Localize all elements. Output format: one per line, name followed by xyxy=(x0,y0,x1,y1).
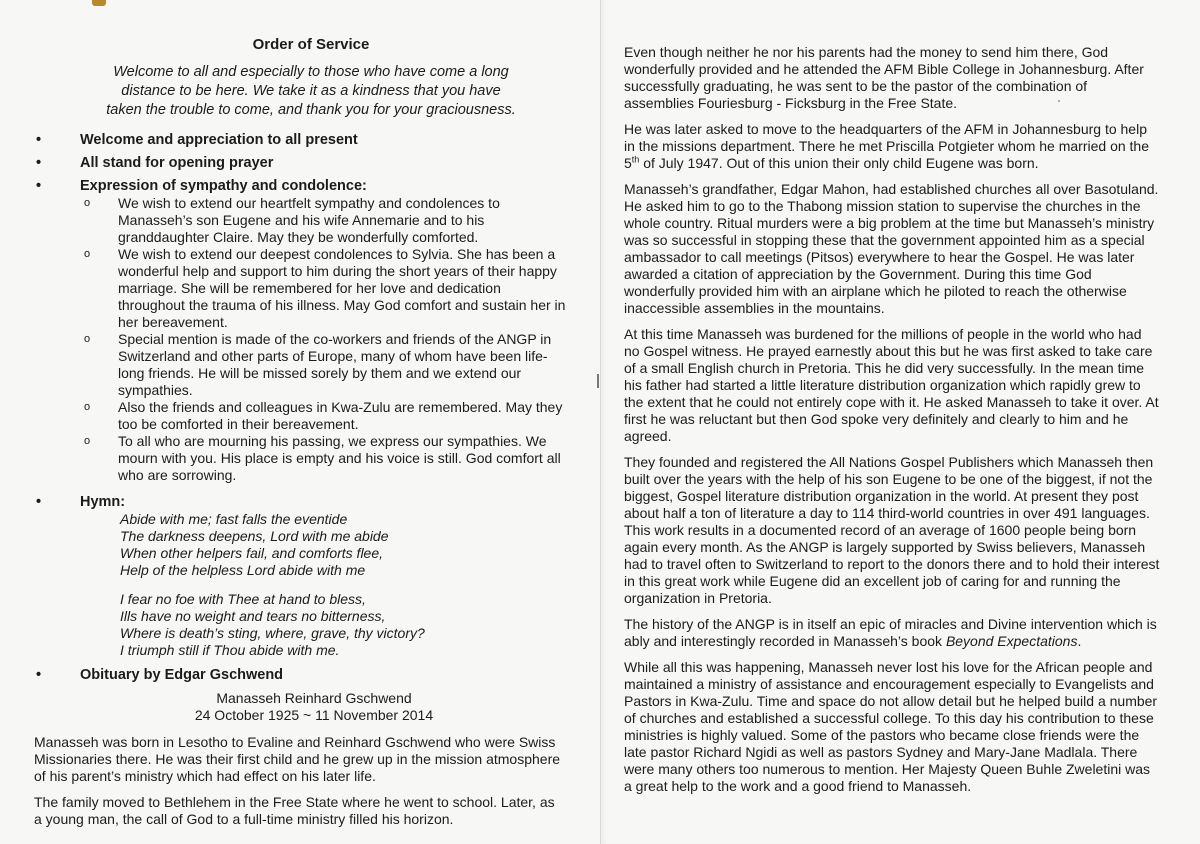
hymn-line: I triumph still if Thou abide with me. xyxy=(120,642,340,658)
obituary-paragraph xyxy=(624,121,1160,172)
condolence-text: We wish to extend our heartfelt sympathy and condolences to Manasseh’s son Eugene and his wife Annemarie and to his granddaughter Claire. May they be wonderfully comforted. xyxy=(118,195,500,245)
bullet-label: Obituary by Edgar Gschwend xyxy=(80,667,284,683)
welcome-line: taken the trouble to come, and thank you for your graciousness. xyxy=(106,102,516,118)
paragraph-text: . xyxy=(1077,633,1082,649)
condolence-item xyxy=(36,433,566,484)
condolence-item xyxy=(36,331,566,399)
circle-bullet-icon: o xyxy=(84,197,91,209)
welcome-line: Welcome to all and especially to those who have come a long xyxy=(113,64,509,80)
paragraph-text: The history of the ANGP is in itself an epic of miracles and Divine intervention which is ably and interestingly recorded in Manasseh’s book xyxy=(624,616,1157,649)
condolence-item xyxy=(36,195,566,246)
paragraph-text: of July 1947. Out of this union their only child Eugene was born. xyxy=(639,155,1039,171)
order-of-service xyxy=(36,36,566,837)
bullet-welcome xyxy=(36,132,566,149)
bullet-label: Hymn: xyxy=(80,494,126,510)
condolence-text: We wish to extend our deepest condolences to Sylvia. She has been a wonderful help and support to him during the short years of their happy marriage. She will be remembered for her love and dedication throughout the trauma of his illness. May God comfort and sustain her in her bereavement. xyxy=(118,246,566,330)
hymn-line: When other helpers fail, and comforts flee, xyxy=(120,545,384,561)
hymn-line: Ills have no weight and tears no bitterness, xyxy=(120,608,386,624)
condolence-text: Also the friends and colleagues in Kwa-Zulu are remembered. May they too be comforted in their bereavement. xyxy=(118,399,563,432)
circle-bullet-icon: o xyxy=(84,248,91,260)
bullet-dot-icon: • xyxy=(36,178,42,194)
ordinal-suffix: th xyxy=(631,154,640,165)
condolence-text: Special mention is made of the co-workers and friends of the ANGP in Switzerland and other parts of Europe, many of whom have been life-long friends. He will be missed sorely by them and we extend our sympathies. xyxy=(118,331,552,398)
bullet-dot-icon: • xyxy=(36,132,42,148)
book-title: Beyond Expectations xyxy=(945,633,1078,649)
bullet-label: All stand for opening prayer xyxy=(80,155,274,171)
obituary-paragraph: While all this was happening, Manasseh never lost his love for the African people and maintained a ministry of assistance and encouragement especially to Evangelists and Pastors in Kwa-Zulu. Time and space do not allow detail but he helped build a number of churches and established a successful college. To this day his contribution to these ministries is highly valued. Some of the pastors who became close friends were the late pastor Richard Ngidi as well as pastors Sydney and Mary-Jane Madlala. There were many others too numerous to mention. Her Majesty Queen Buhle Zweletini was a great help to the work and a good friend to Manasseh. xyxy=(624,659,1158,794)
fold-mark xyxy=(597,374,599,388)
hymn-verse-2 xyxy=(36,591,566,659)
bullet-dot-icon: • xyxy=(36,667,42,683)
hymn-line: Help of the helpless Lord abide with me xyxy=(120,562,366,578)
circle-bullet-icon: o xyxy=(84,333,91,345)
hymn-line: The darkness deepens, Lord with me abide xyxy=(120,528,389,544)
condolence-text: To all who are mourning his passing, we express our sympathies. We mourn with you. His place is empty and his voice is still. God comfort all who are sorrowing. xyxy=(118,433,561,483)
obituary-header xyxy=(36,690,566,724)
circle-bullet-icon: o xyxy=(84,401,91,413)
bullet-dot-icon: • xyxy=(36,494,42,510)
hymn-verse-1 xyxy=(36,511,566,579)
obituary-name: Manasseh Reinhard Gschwend xyxy=(216,690,412,706)
obituary-dates: 24 October 1925 ~ 11 November 2014 xyxy=(194,707,434,723)
welcome-text xyxy=(36,63,566,120)
circle-bullet-icon: o xyxy=(84,435,91,447)
page-title: Order of Service xyxy=(252,36,370,53)
obituary-paragraph: The family moved to Bethlehem in the Free State where he went to school. Later, as a young man, the call of God to a full-time ministry filled his horizon. xyxy=(34,794,555,827)
paragraph-text: He was later asked to move to the headquarters of the AFM in Johannesburg to help in the missions department. There he met Priscilla Potgieter whom he married on the 5 xyxy=(624,121,1149,171)
condolence-item xyxy=(36,399,566,433)
obituary-paragraph: Manasseh was born in Lesotho to Evaline and Reinhard Gschwend who were Swiss Missionaries there. He was their first child and he grew up in the mission atmosphere of his parent’s ministry which had effect on his later life. xyxy=(34,734,561,784)
welcome-line: distance to be here. We take it as a kindness that you have xyxy=(121,83,501,99)
hymn-line: I fear no foe with Thee at hand to bless, xyxy=(120,591,366,607)
bullet-label: Welcome and appreciation to all present xyxy=(80,132,358,148)
bullet-sympathy xyxy=(36,178,566,195)
bullet-prayer xyxy=(36,155,566,172)
obituary-continued xyxy=(624,44,1160,804)
bullet-obituary xyxy=(36,667,566,684)
bullet-dot-icon: • xyxy=(36,155,42,171)
bullet-hymn xyxy=(36,494,566,511)
obituary-paragraph: They founded and registered the All Nations Gospel Publishers which Manasseh then built over the years with the help of his son Eugene to be one of the biggest, if not the biggest, Gospel literature distribution organization in the world. At present they post about half a ton of literature a day to 114 third-world countries in over 491 languages. This work results in a documented record of an average of 1600 people being born again every month. As the ANGP is largely supported by Swiss believers, Manasseh had to travel often to Switzerland to report to the donors there and to hold their interest in this great work while Eugene did an excellent job of caring for and running the organization in Pretoria. xyxy=(624,454,1160,606)
obituary-paragraph xyxy=(624,616,1160,650)
hymn-line: Where is death’s sting, where, grave, thy victory? xyxy=(120,625,425,641)
obituary-paragraph: Manasseh’s grandfather, Edgar Mahon, had established churches all over Basotuland. He asked him to go to the Thabong mission station to supervise the churches in the whole country. Ritual murders were a big problem at the time but Manasseh’s ministry was so successful in stopping these that the government appointed him as a special ambassador to call meetings (Pitsos) everywhere to hear the Gospel. He was later awarded a citation of appreciation by the Government. During this time God wonderfully provided him with an airplane which he piloted to reach the otherwise inaccessible assemblies in the mountains. xyxy=(624,181,1159,316)
obituary-paragraph: Even though neither he nor his parents had the money to send him there, God wonderfully provided and he attended the AFM Bible College in Johannesburg. After successfully graduating, he was sent to be the pastor of the combination of assemblies Fouriesburg - Ficksburg in the Free State. xyxy=(624,44,1144,111)
obituary-paragraph: At this time Manasseh was burdened for the millions of people in the world who had no Gospel witness. He prayed earnestly about this but he was first asked to take care of a small English church in Pretoria. This he did very successfully. In the mean time his father had started a little literature distribution organization which rapidly grew to the extent that he could not entirely cope with it. He asked Manasseh to take it over. At first he was reluctant but then God spoke very definitely and clearly to him and he agreed. xyxy=(624,326,1159,444)
staple-mark xyxy=(92,0,106,6)
condolence-item xyxy=(36,246,566,331)
bullet-label: Expression of sympathy and condolence: xyxy=(80,178,367,194)
hymn-line: Abide with me; fast falls the eventide xyxy=(120,511,348,527)
